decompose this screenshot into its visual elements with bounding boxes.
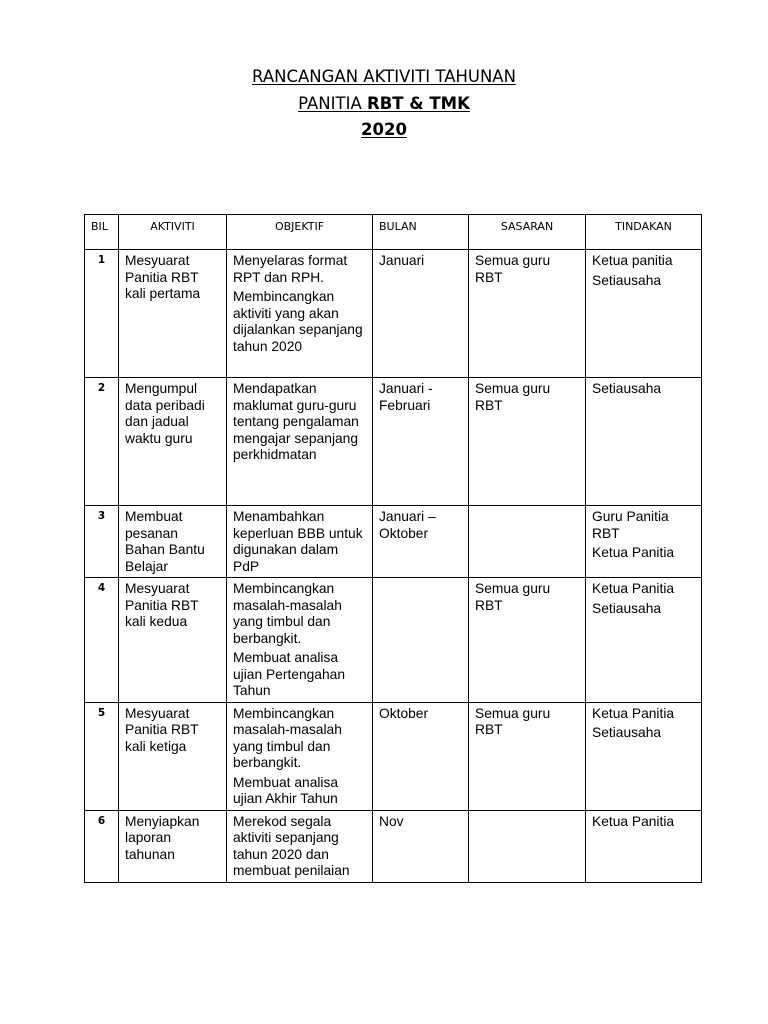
cell-tindakan [586, 702, 702, 810]
cell-objektif [227, 506, 373, 578]
cell-objektif-line: Membincangkan masalah-masalah yang timbul dan berbangkit. [233, 705, 342, 770]
header-sasaran: SASARAN [469, 215, 586, 250]
cell-aktiviti: Mesyuarat Panitia RBT kali pertama [119, 250, 227, 378]
table-row [85, 702, 702, 810]
title-line-1: RANCANGAN AKTIVITI TAHUNAN [252, 67, 516, 86]
cell-objektif [227, 578, 373, 703]
cell-sasaran: Semua guru RBT [469, 702, 586, 810]
table-header-row [85, 215, 702, 250]
cell-objektif [227, 250, 373, 378]
cell-aktiviti: Mesyuarat Panitia RBT kali kedua [119, 578, 227, 703]
cell-objektif-line: Membuat analisa ujian Akhir Tahun [233, 774, 339, 806]
cell-tindakan [586, 506, 702, 578]
cell-objektif [227, 810, 373, 882]
activity-plan-table [84, 214, 702, 883]
header-tindakan: TINDAKAN [586, 215, 702, 250]
cell-aktiviti: Mesyuarat Panitia RBT kali ketiga [119, 702, 227, 810]
cell-tindakan [586, 578, 702, 703]
header-aktiviti: AKTIVITI [119, 215, 227, 250]
cell-tindakan [586, 378, 702, 506]
cell-tindakan [586, 250, 702, 378]
cell-tindakan-line: Ketua Panitia [592, 545, 675, 560]
cell-tindakan-line: Guru Panitia RBT [592, 509, 669, 541]
cell-sasaran: Semua guru RBT [469, 250, 586, 378]
title-year-text: 2020 [361, 120, 407, 139]
cell-tindakan-line: Setiausaha [592, 381, 662, 396]
table-row [85, 250, 702, 378]
header-objektif: OBJEKTIF [227, 215, 373, 250]
cell-aktiviti: Menyiapkan laporan tahunan [119, 810, 227, 882]
cell-tindakan [586, 810, 702, 882]
cell-bulan: Januari [373, 250, 469, 378]
cell-bil: 5 [85, 702, 119, 810]
cell-bil: 2 [85, 378, 119, 506]
cell-sasaran: Semua guru RBT [469, 578, 586, 703]
cell-tindakan-line: Setiausaha [592, 725, 662, 740]
cell-bulan: Oktober [373, 702, 469, 810]
cell-objektif-line: Membuat analisa ujian Pertengahan Tahun [233, 650, 345, 698]
cell-objektif-line: Merekod segala aktiviti sepanjang tahun 2020 dan membuat penilaian [233, 813, 350, 878]
cell-tindakan-line: Ketua Panitia [592, 705, 675, 721]
cell-objektif [227, 378, 373, 506]
table-row [85, 578, 702, 703]
cell-bil: 6 [85, 810, 119, 882]
header-bulan: BULAN [373, 215, 469, 250]
cell-tindakan-line: Setiausaha [592, 600, 662, 616]
title-year [0, 117, 768, 144]
title-line-2 [0, 91, 768, 118]
cell-objektif-line: Mendapatkan maklumat guru-guru tentang pengalaman mengajar sepanjang perkhidmatan [233, 381, 359, 462]
table-row [85, 378, 702, 506]
cell-sasaran: Semua guru RBT [469, 378, 586, 506]
cell-objektif-line: Menambahkan keperluan BBB untuk digunakan dalam PdP [233, 509, 363, 574]
cell-tindakan-line: Ketua Panitia [592, 813, 675, 829]
cell-bulan [373, 578, 469, 703]
header-bil: BIL [85, 215, 119, 250]
cell-tindakan-line: Ketua Panitia [592, 581, 675, 596]
cell-aktiviti: Membuat pesanan Bahan Bantu Belajar [119, 506, 227, 578]
cell-objektif [227, 702, 373, 810]
cell-sasaran [469, 810, 586, 882]
cell-bil: 1 [85, 250, 119, 378]
cell-objektif-line: Membincangkan masalah-masalah yang timbul dan berbangkit. [233, 581, 342, 646]
cell-bulan: Nov [373, 810, 469, 882]
cell-sasaran [469, 506, 586, 578]
cell-bulan: Januari - Februari [373, 378, 469, 506]
cell-tindakan-line: Ketua panitia [592, 253, 673, 268]
cell-tindakan-line: Setiausaha [592, 272, 662, 288]
table-row [85, 506, 702, 578]
cell-bulan: Januari – Oktober [373, 506, 469, 578]
cell-objektif-line: Membincangkan aktiviti yang akan dijalankan sepanjang tahun 2020 [233, 289, 363, 354]
cell-bil: 4 [85, 578, 119, 703]
cell-objektif-line: Menyelaras format RPT dan RPH. [233, 253, 348, 285]
title-line-2-bold: RBT & TMK [366, 93, 470, 113]
table-row [85, 810, 702, 882]
cell-bil: 3 [85, 506, 119, 578]
cell-aktiviti: Mengumpul data peribadi dan jadual waktu guru [119, 378, 227, 506]
title-line-2-prefix: PANITIA [298, 93, 367, 113]
document-title [0, 64, 768, 144]
